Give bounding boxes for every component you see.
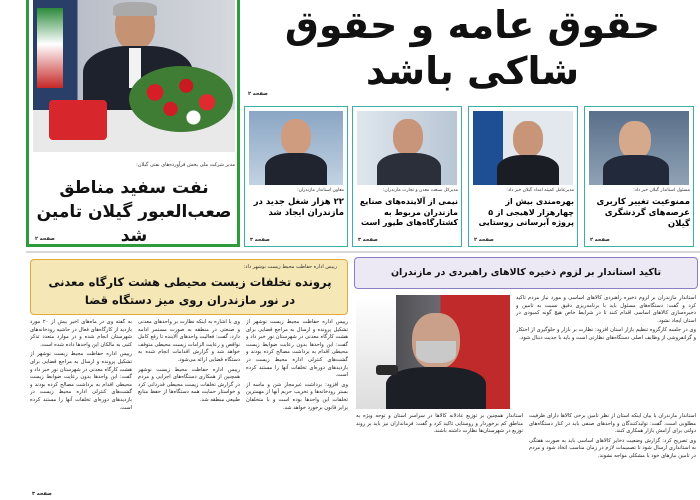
news-card[interactable] — [468, 106, 578, 247]
card-page-ref: صفحه ۲ — [474, 237, 494, 243]
body-paragraph: وی در جلسه کارگروه تنظیم بازار استان افزود: نظارت بر بازار و جلوگیری از احتکار و گرانفروشی از وظایف اصلی دستگاه‌های نظارتی است و باید با جدیت دنبال شود. — [516, 327, 696, 341]
body-paragraph: رییس اداره حفاظت محیط زیست نوشهر از تشکیل پرونده و ارسال به مراجع قضایی برای هشت کارگاه معدنی در شهرستان نور خبر داد و گفت: این واحدها بدون رعایت ضوابط زیست محیطی اقدام به برداشت مصالح کرده بودند و گشت‌های کنترلی اداره محیط زیست در بازدیدهای دوره‌ای تخلفات آنها را مستند کرده است. — [30, 351, 132, 411]
card-photo — [589, 111, 689, 185]
headline-line-2: شاکی باشد — [365, 49, 580, 93]
body-paragraph: رییس اداره حفاظت محیط زیست نوشهر از تشکیل پرونده و ارسال به مراجع قضایی برای هشت کارگاه معدنی در شهرستان نور خبر داد و گفت: این واحدها بدون رعایت ضوابط زیست محیطی اقدام به برداشت مصالح کرده بودند و گشت‌های کنترلی اداره محیط زیست در بازدیدهای دوره‌ای تخلفات آنها را مستند کرده است. — [246, 319, 348, 379]
feature-kicker: مدیر شرکت ملی پخش فرآورده‌های نفتی گیلان: — [136, 162, 235, 168]
article-header — [30, 259, 348, 315]
main-headline — [245, 2, 700, 100]
article-body — [356, 413, 696, 497]
article-title: تاکید استاندار بر لزوم ذخیره کالاهای راهبردی در مازندران — [390, 267, 662, 278]
card-title: ممنوعیت تغییر کاربری عرصه‌های گردشگری گیلان — [596, 197, 690, 229]
body-paragraph: استاندار مازندران بر لزوم ذخیره راهبردی کالاهای اساسی و مورد نیاز مردم تاکید کرد و گفت: دستگاه‌های مسئول باید با برنامه‌ریزی دقیق نسبت به تامین و ذخیره‌سازی کالاهای اساسی اقدام کنند تا در شرایط خاص هیچ گونه کمبودی در استان ایجاد نشود. — [516, 295, 696, 324]
flower-bouquet — [129, 66, 233, 132]
feature-photo — [33, 0, 235, 152]
left-feature-box[interactable] — [26, 0, 240, 247]
card-page-ref: صفحه ۳ — [250, 237, 270, 243]
card-kicker: مدیرکل صنعت معدن و تجارت مازندران: — [382, 188, 458, 193]
card-photo — [249, 111, 343, 185]
body-paragraph: به گفته وی در ماه‌های اخیر بیش از ۲۰ مورد بازدید از کارگاه‌های فعال در حاشیه رودخانه‌های شهرستان انجام شده و در موارد متعدد تذکر کتبی به مالکان این واحدها داده شده است. — [30, 319, 132, 348]
body-paragraph: وی افزود: برداشت غیرمجاز شن و ماسه از بستر رودخانه‌ها و تخریب حریم آنها از مهمترین تخلفات این واحدها بوده است و با متخلفان برابر قانون برخورد خواهد شد. — [246, 381, 348, 411]
article-kicker: رییس اداره حفاظت محیط زیست نوشهر داد: — [243, 264, 337, 270]
news-card[interactable] — [244, 106, 348, 247]
article-title-line-2: در نور مازندران روی میز دستگاه قضا — [84, 293, 296, 307]
body-paragraph: استاندار همچنین بر توزیع عادلانه کالاها در سراسر استان و توجه ویژه به مناطق کم برخوردار و روستایی تاکید کرد و گفت: فرمانداران نیز باید بر روند توزیع در شهرستان‌ها نظارت داشته باشند. — [356, 413, 523, 435]
body-paragraph: وی با اشاره به اینکه نظارت بر واحدهای معدنی و صنعتی در منطقه به صورت مستمر ادامه دارد، گفت: فعالیت واحدهای آلاینده تا رفع کامل نواقص و رعایت الزامات زیست محیطی متوقف خواهد شد و گزارش اقدامات انجام شده به دستگاه قضایی ارائه می‌شود. — [138, 319, 240, 363]
feature-title: نفت سفید مناطق صعب‌العبور گیلان تامین شد — [36, 178, 232, 246]
article-body — [30, 319, 348, 491]
body-paragraph: رییس اداره حفاظت محیط زیست نوشهر همچنین از همکاری دستگاه‌های اجرایی و مردم در گزارش تخلفات زیست محیطی قدردانی کرد و خواستار حمایت همه دستگاه‌ها از حفظ منابع طبیعی منطقه شد. — [138, 366, 240, 403]
body-column — [246, 319, 348, 491]
article-title-line-1: پرونده تخلفات زیست محیطی هشت کارگاه معدنی — [48, 275, 332, 289]
card-title: بهره‌مندی بیش از چهارهزار لاهیجی از ۵ پروژه آبرسانی روستایی — [478, 197, 574, 227]
left-article[interactable] — [26, 255, 348, 500]
card-kicker: مسئول استاندار گیلان خبر داد: — [633, 188, 690, 193]
article-page-ref: صفحه ۳ — [32, 491, 52, 497]
body-paragraph: استاندار مازندران با بیان اینکه استان از نظر تامین برخی کالاها دارای ظرفیت مطلوبی است، گفت: تولیدکنندگان و واحدهای صنفی باید در کنار دستگاه‌های دولتی برای آرامش بازار همکاری کنند. — [529, 413, 696, 435]
news-card[interactable] — [352, 106, 462, 247]
right-article[interactable] — [352, 255, 700, 500]
card-photo — [357, 111, 457, 185]
body-column — [529, 413, 696, 497]
card-page-ref: صفحه ۲ — [590, 237, 610, 243]
cards-row — [244, 106, 700, 247]
article-header — [354, 257, 698, 289]
card-page-ref: صفحه ۳ — [358, 237, 378, 243]
body-column — [30, 319, 132, 491]
card-title: ۲۲ هزار شغل جدید در مازندران ایجاد شد — [253, 197, 344, 218]
article-photo — [356, 295, 510, 409]
feature-page-ref: صفحه ۲ — [35, 236, 55, 242]
headline-line-1: حقوق عامه و حقوق — [284, 3, 661, 47]
page-ref: صفحه ۲ — [248, 91, 268, 97]
body-column — [356, 413, 523, 497]
body-paragraph: وی تصریح کرد: گزارش وضعیت ذخایر کالاهای اساسی باید به صورت هفتگی به استانداری ارسال شود تا تصمیمات لازم در زمان مناسب اتخاذ شود و مردم در تامین نیازهای خود با مشکلی مواجه نشوند. — [529, 437, 696, 459]
body-column — [516, 295, 696, 409]
divider — [26, 251, 700, 253]
news-card[interactable] — [584, 106, 694, 247]
card-title: نیمی از آلاینده‌های صنایع مازندران مربوط به کشتارگاه‌های طیور است — [359, 197, 458, 227]
card-kicker: مدیرعامل کمیته امداد گیلان خبر داد: — [506, 188, 574, 193]
card-kicker: معاون استاندار مازندران: — [297, 188, 344, 193]
body-column — [138, 319, 240, 491]
card-photo — [473, 111, 573, 185]
